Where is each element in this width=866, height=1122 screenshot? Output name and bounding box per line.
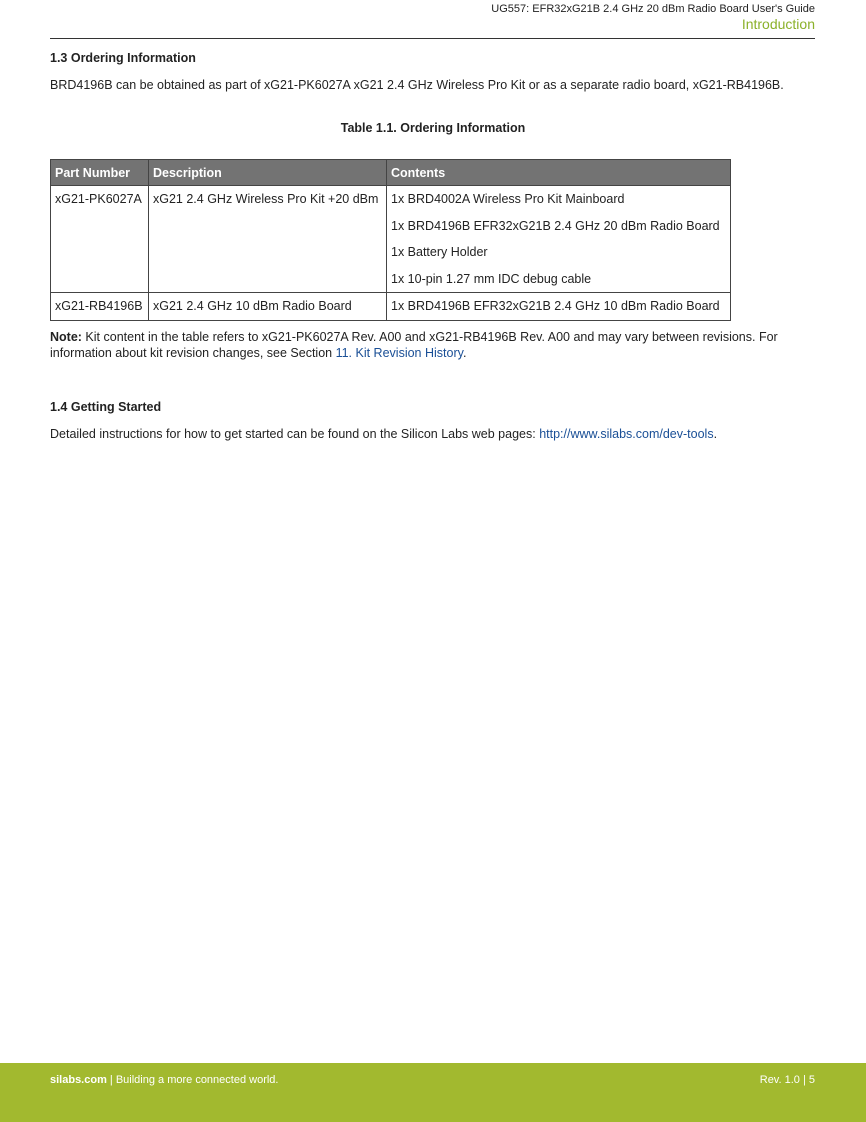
contents-item: 1x BRD4196B EFR32xG21B 2.4 GHz 20 dBm Radio Board xyxy=(391,218,720,233)
footer-tagline xyxy=(50,1074,278,1086)
table-row xyxy=(51,293,731,321)
column-header-contents: Contents xyxy=(387,160,731,186)
note-end: . xyxy=(462,346,467,360)
note-text: Kit content in the table refers to xG21-PK6027A Rev. A00 and xG21-RB4196B Rev. A00 and may vary between revisions. For information about kit revision changes, see Section xyxy=(50,330,778,360)
contents-item: 1x Battery Holder xyxy=(391,245,488,259)
header-divider xyxy=(50,38,815,39)
section-name: Introduction xyxy=(741,16,815,32)
getting-started-text: Detailed instructions for how to get started can be found on the Silicon Labs web pages: xyxy=(50,427,540,441)
contents-item: 1x BRD4002A Wireless Pro Kit Mainboard xyxy=(391,192,625,206)
table-caption: Table 1.1. Ordering Information xyxy=(340,121,526,135)
getting-started-end: . xyxy=(713,427,718,441)
getting-started-paragraph xyxy=(50,426,815,442)
contents-item: 1x BRD4196B EFR32xG21B 2.4 GHz 10 dBm Radio Board xyxy=(391,299,720,313)
note-label: Note: xyxy=(50,330,82,344)
column-header-description: Description xyxy=(149,160,387,186)
contents-item: 1x 10-pin 1.27 mm IDC debug cable xyxy=(391,271,592,286)
column-header-part-number: Part Number xyxy=(51,160,149,186)
table-row xyxy=(51,186,731,293)
note-paragraph xyxy=(50,329,815,361)
description-cell: xG21 2.4 GHz Wireless Pro Kit +20 dBm xyxy=(149,186,387,293)
part-number-cell: xG21-RB4196B xyxy=(51,293,149,321)
page-footer xyxy=(0,1063,866,1122)
footer-revision: Rev. 1.0 | 5 xyxy=(759,1074,815,1086)
dev-tools-link[interactable]: http://www.silabs.com/dev-tools xyxy=(539,427,714,441)
getting-started-heading: 1.4 Getting Started xyxy=(50,400,162,414)
footer-site-link[interactable]: silabs.com xyxy=(50,1074,107,1086)
part-number-cell: xG21-PK6027A xyxy=(51,186,149,293)
ordering-table xyxy=(50,159,731,321)
table-header-row xyxy=(51,160,731,186)
footer-tagline-text: | Building a more connected world. xyxy=(106,1074,279,1086)
page-header xyxy=(491,3,815,33)
description-cell: xG21 2.4 GHz 10 dBm Radio Board xyxy=(149,293,387,321)
contents-cell xyxy=(387,293,731,321)
ordering-heading: 1.3 Ordering Information xyxy=(50,51,196,65)
ordering-intro: BRD4196B can be obtained as part of xG21-PK6027A xG21 2.4 GHz Wireless Pro Kit or as a separate radio board, xG21-RB4196B. xyxy=(50,78,784,92)
kit-revision-history-link[interactable]: 11. Kit Revision History xyxy=(335,346,463,360)
contents-cell xyxy=(387,186,731,293)
document-title: UG557: EFR32xG21B 2.4 GHz 20 dBm Radio Board User's Guide xyxy=(491,3,815,15)
